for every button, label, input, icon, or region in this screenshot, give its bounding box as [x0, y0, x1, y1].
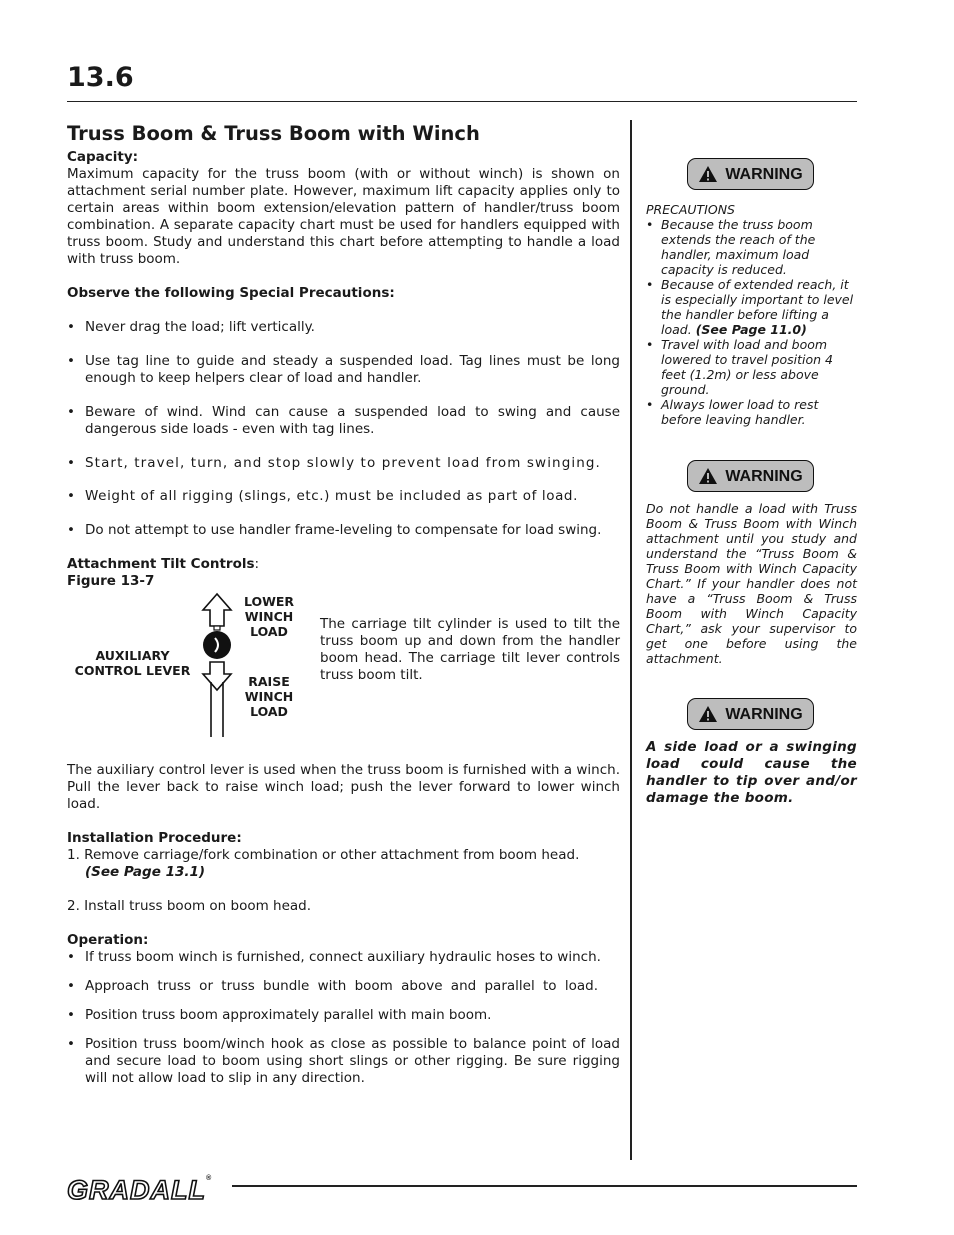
- warning-badge: WARNING: [687, 158, 814, 190]
- page-title: Truss Boom & Truss Boom with Winch: [67, 122, 480, 145]
- figure-label: Figure 13-7: [67, 573, 155, 589]
- aux-text: The auxiliary control lever is used when the truss boom is furnished with a winch. Pull the lever back to raise winch load; push the lever forward to lower winch load.: [67, 762, 620, 812]
- sidebar: [646, 158, 857, 807]
- footer-rule: [232, 1185, 857, 1187]
- list-item: • Beware of wind. Wind can cause a suspended load to swing and cause dangerous side loads - even with tag lines.: [67, 404, 620, 437]
- install-step-1: 1. Remove carriage/fork combination or other attachment from boom head. (See Page 13.1): [67, 847, 580, 880]
- list-item: • Start, travel, turn, and stop slowly to prevent load from swinging.: [67, 455, 601, 471]
- column-divider: [630, 120, 632, 1160]
- section-number: 13.6: [67, 62, 134, 93]
- main-column: [67, 121, 620, 1087]
- arrow-up-icon: [203, 594, 231, 626]
- list-item: • Because the truss boom extends the reach of the handler, maximum load capacity is reduced.: [646, 217, 816, 277]
- warning-badge: WARNING: [687, 460, 814, 492]
- figure-13-7: [67, 590, 620, 762]
- install-heading: Installation Procedure:: [67, 830, 242, 846]
- lower-winch-label: LOWER WINCH LOAD: [243, 594, 295, 639]
- list-item: • Always lower load to rest before leaving handler.: [646, 397, 819, 427]
- header-rule: [67, 101, 857, 102]
- raise-winch-label: RAISE WINCH LOAD: [244, 674, 294, 719]
- aux-lever-label: AUXILIARY CONTROL LEVER: [74, 648, 191, 678]
- install-step-2: 2. Install truss boom on boom head.: [67, 898, 312, 914]
- warning-triangle-icon: [698, 705, 718, 723]
- list-item: • Use tag line to guide and steady a suspended load. Tag lines must be long enough to keep helpers clear of load and handler.: [67, 353, 620, 386]
- list-item: • Weight of all rigging (slings, etc.) must be included as part of load.: [67, 488, 578, 504]
- tilt-description: The carriage tilt cylinder is used to tilt the truss boom up and down from the handler boom head. The carriage tilt lever controls truss boom tilt.: [320, 616, 620, 683]
- gradall-logo: GRADALL®: [67, 1175, 213, 1205]
- list-item: • Never drag the load; lift vertically.: [67, 319, 315, 335]
- warning-triangle-icon: [698, 165, 718, 183]
- warning-2-text: Do not handle a load with Truss Boom & Truss Boom with Winch attachment until you study and understand the “Truss Boom & Truss Boom with Winch Capacity Chart.” If your handler does not have a “Truss Boom & Truss Boom with Winch Capacity Chart,” ask your supervisor to get one before using the attachment.: [646, 501, 857, 666]
- tilt-heading: Attachment Tilt Controls:: [67, 556, 260, 572]
- warning-badge: WARNING: [687, 698, 814, 730]
- list-item: • Position truss boom approximately parallel with main boom.: [67, 1007, 492, 1023]
- arrow-down-icon: [203, 662, 231, 690]
- list-item: • Position truss boom/winch hook as close as possible to balance point of load and secure load to boom using short slings or other rigging. Be sure rigging will not allow load to slip in any direction.: [67, 1036, 620, 1086]
- precautions-heading: Observe the following Special Precautions:: [67, 285, 395, 301]
- list-item: • Do not attempt to use handler frame-leveling to compensate for load swing.: [67, 522, 602, 538]
- list-item: • Approach truss or truss bundle with boom above and parallel to load.: [67, 978, 598, 994]
- precautions-title: PRECAUTIONS: [646, 202, 735, 217]
- warning-3-text: A side load or a swinging load could cause the handler to tip over and/or damage the boom.: [646, 739, 857, 806]
- warning-triangle-icon: [698, 467, 718, 485]
- operation-heading: Operation:: [67, 932, 149, 948]
- list-item: • Because of extended reach, it is especially important to level the handler before lifting a load. (See Page 11.0): [646, 277, 854, 337]
- capacity-text: Maximum capacity for the truss boom (with or without winch) is shown on attachment serial number plate. However, maximum lift capacity applies only to certain areas within boom extension/elevation pattern of handler/truss boom combination. A separate capacity chart must be used for handlers equipped with truss boom. Study and understand this chart before attempting to handle a load with truss boom.: [67, 166, 620, 267]
- capacity-heading: Capacity:: [67, 149, 139, 165]
- list-item: • Travel with load and boom lowered to travel position 4 feet (1.2m) or less above ground.: [646, 337, 833, 397]
- list-item: • If truss boom winch is furnished, connect auxiliary hydraulic hoses to winch.: [67, 949, 601, 965]
